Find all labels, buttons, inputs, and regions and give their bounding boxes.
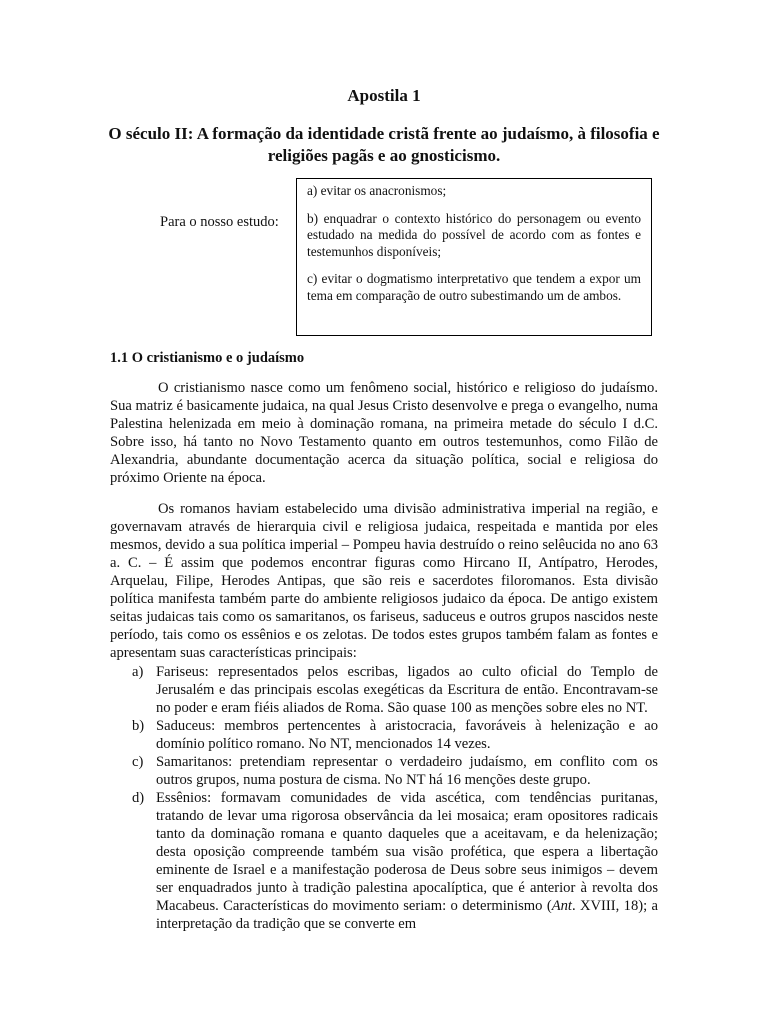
list-item-text: Saduceus: membros pertencentes à aristocracia, favoráveis à helenização e ao domínio político romano. No NT, mencionados 14 vezes. — [156, 718, 658, 752]
list-item — [110, 753, 658, 789]
section-heading: 1.1 O cristianismo e o judaísmo — [110, 350, 305, 366]
paragraph-text: Os romanos haviam estabelecido uma divisão administrativa imperial na região, e governavam através de hierarquia civil e religiosa judaica, respeitada e mantida por eles mesmos, devido a sua política imperial – Pompeu havia destruído o reino selêucida no ano 63 a. C. – É assim que podemos encontrar figuras como Hircano II, Antípatro, Herodes, Arquelau, Filipe, Herodes Antipas, que são reis e sacerdotes filoromanos. Esta divisão política manifesta também parte do ambiente religiosos judaico da época. De antigo existem seitas judaicas tais como os samaritanos, os fariseus, saduceus e outros grupos nascidos neste período, tais como os essênios e os zelotas. De todos estes grupos também falam as fontes e apresentam suas características principais: — [110, 501, 658, 661]
list-item — [110, 717, 658, 753]
list-item-text: Fariseus: representados pelos escribas, ligados ao culto oficial do Templo de Jerusalém e das principais escolas exegéticas da Escritura de então. Encontravam-se no poder e eram fiéis aliados de Roma. São quase 100 as menções sobre eles no NT. — [156, 664, 658, 716]
study-note-label: Para o nosso estudo: — [160, 214, 279, 230]
sects-list — [110, 663, 658, 933]
document-title: Apostila 1 — [347, 86, 421, 105]
document-subtitle: O século II: A formação da identidade cristã frente ao judaísmo, à filosofia e religiões pagãs e ao gnosticismo. — [108, 124, 660, 165]
citation-reference: Ant — [551, 898, 572, 914]
list-marker: b) — [132, 718, 145, 734]
study-note-item: b) enquadrar o contexto histórico do personagem ou evento estudado na medida do possível de acordo com as fontes e testemunhos disponíveis; — [307, 210, 641, 259]
list-item-text-part: Essênios: formavam comunidades de vida ascética, com tendências puritanas, tratando de levar uma rigorosa observância da lei mosaica; eram opositores radicais tanto da dominação romana e quanto daqueles que a aceitavam, e da helenização; desta oposição compreende também sua visão profética, que espera a libertação eminente de Israel e a manifestação poderosa de Deus sobre seus inimigos – devem ser enquadrados junto à tradição palestina apocalíptica, que é anterior à revolta dos Macabeus. Características do movimento seriam: o determinismo ( — [156, 790, 658, 914]
list-item-text — [156, 790, 658, 932]
list-marker: a) — [132, 664, 144, 680]
list-marker: c) — [132, 754, 144, 770]
list-item-text-part: . XVIII, 18); a interpretação da tradição que se converte em — [156, 898, 658, 932]
paragraph-text: O cristianismo nasce como um fenômeno social, histórico e religioso do judaísmo. Sua matriz é basicamente judaica, na qual Jesus Cristo desenvolve e prega o evangelho, numa Palestina helenizada em meio à dominação romana, na primeira metade do século I d.C. Sobre isso, há tanto no Novo Testamento quanto em outros testemunhos, como Filão de Alexandria, abundante documentação acerca da situação política, social e religiosa do próximo Oriente na época. — [110, 380, 658, 486]
body-paragraph — [110, 500, 658, 662]
body-paragraph — [110, 379, 658, 487]
study-note-item: c) evitar o dogmatismo interpretativo que tendem a expor um tema em comparação de outro subestimando um de ambos. — [307, 271, 641, 303]
list-item-text: Samaritanos: pretendiam representar o verdadeiro judaísmo, em conflito com os outros grupos, numa postura de cisma. No NT há 16 menções deste grupo. — [156, 754, 658, 788]
study-note-item: a) evitar os anacronismos; — [307, 183, 447, 198]
study-note-box — [296, 178, 652, 336]
list-marker: d) — [132, 790, 145, 806]
list-item — [110, 663, 658, 717]
list-item — [110, 789, 658, 933]
